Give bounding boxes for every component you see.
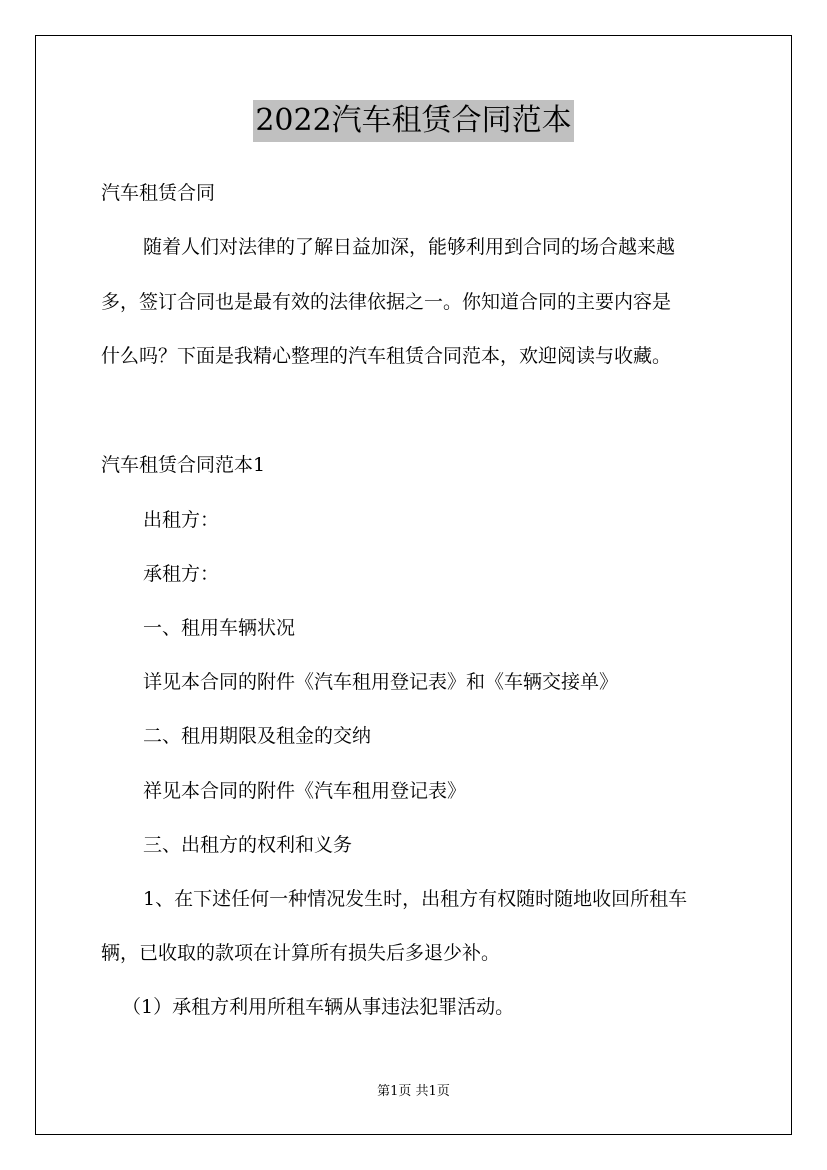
paragraph-line: 承租方： xyxy=(143,563,220,585)
section-heading: 汽车租赁合同范本1 xyxy=(101,454,266,476)
paragraph-line: 详见本合同的附件《汽车租用登记表》和《车辆交接单》 xyxy=(143,671,619,693)
paragraph-line: 辆，已收取的款项在计算所有损失后多退少补。 xyxy=(101,942,501,964)
title-container xyxy=(0,100,827,142)
paragraph-line: 随着人们对法律的了解日益加深，能够利用到合同的场合越来越 xyxy=(143,236,676,258)
paragraph-line: 1、在下述任何一种情况发生时，出租方有权随时随地收回所租车 xyxy=(143,888,688,910)
paragraph-line: 祥见本合同的附件《汽车租用登记表》 xyxy=(143,780,467,802)
paragraph-line: 出租方： xyxy=(143,509,220,531)
page-footer: 第1页 共1页 xyxy=(377,1084,450,1099)
paragraph-line: （1）承租方利用所租车辆从事违法犯罪活动。 xyxy=(122,996,515,1018)
paragraph-line: 什么吗？下面是我精心整理的汽车租赁合同范本，欢迎阅读与收藏。 xyxy=(101,345,672,367)
clause-heading: 三、出租方的权利和义务 xyxy=(143,834,353,856)
section-heading: 汽车租赁合同 xyxy=(101,182,216,204)
paragraph-line: 多，签订合同也是最有效的法律依据之一。你知道合同的主要内容是 xyxy=(101,291,672,313)
clause-heading: 二、租用期限及租金的交纳 xyxy=(143,725,372,747)
clause-heading: 一、租用车辆状况 xyxy=(143,617,296,639)
document-title: 2022汽车租赁合同范本 xyxy=(253,100,573,142)
